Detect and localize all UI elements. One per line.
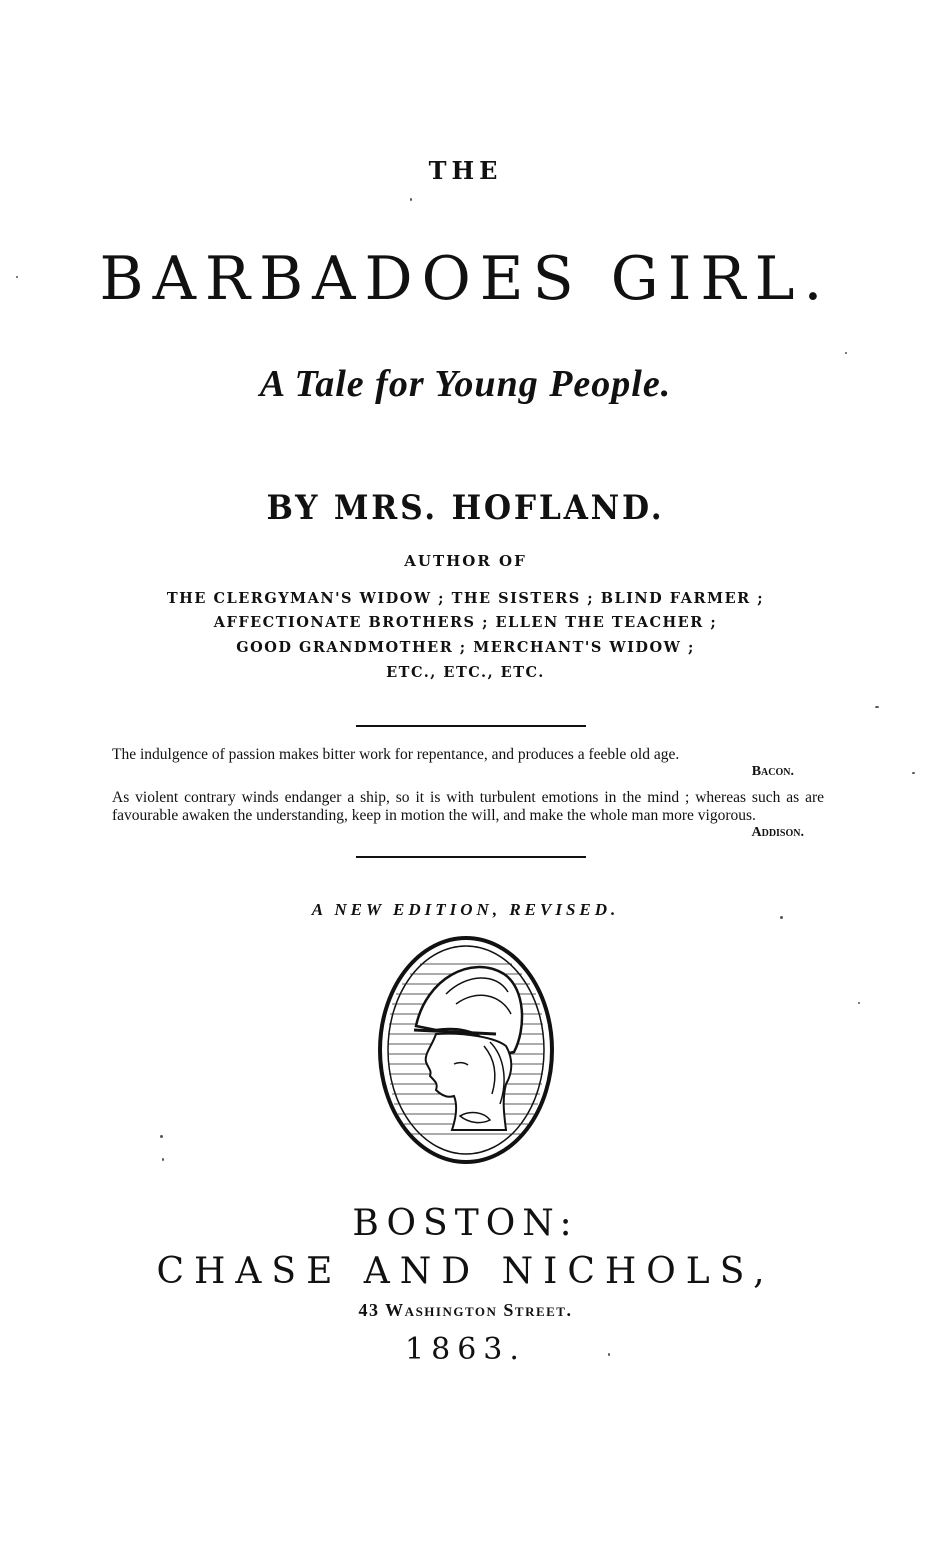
paper-speck [160, 1135, 163, 1138]
other-works-line: THE CLERGYMAN'S WIDOW ; THE SISTERS ; BLIND FARMER ; [166, 590, 765, 607]
paper-speck [875, 706, 879, 708]
imprint-city: BOSTON: [352, 1203, 579, 1244]
imprint-year: 1863. [405, 1332, 526, 1367]
epigraph-attribution: Bacon. [751, 764, 794, 779]
other-works-line: GOOD GRANDMOTHER ; MERCHANT'S WIDOW ; [236, 639, 695, 656]
paper-speck [410, 198, 412, 201]
book-title: BARBADOES GIRL. [99, 244, 832, 314]
paper-speck [16, 276, 18, 278]
title-prefix: THE [428, 156, 503, 185]
paper-speck [912, 772, 915, 774]
paper-speck [162, 1158, 164, 1161]
epigraph [112, 789, 824, 840]
paper-speck [858, 1002, 860, 1004]
paper-speck [608, 1353, 610, 1356]
epigraph-text: The indulgence of passion makes bitter work for repentance, and produces a feeble old age. [112, 746, 680, 763]
book-subtitle: A Tale for Young People. [259, 363, 672, 405]
author-of-heading: AUTHOR OF [404, 552, 527, 570]
paper-speck [845, 352, 847, 354]
epigraph-attribution: Addison. [751, 825, 804, 840]
other-works-line: ETC., ETC., ETC. [386, 664, 545, 681]
paper-speck [780, 916, 783, 919]
author-line: BY MRS. HOFLAND. [266, 488, 665, 528]
epigraph-text: As violent contrary winds endanger a ship, so it is with turbulent emotions in the mind ; whereas such as are favourable awaken the understanding, keep in motion the will, and make the whole man more vigorous. [112, 789, 824, 824]
imprint-publisher: CHASE AND NICHOLS, [156, 1251, 775, 1292]
divider-rule [356, 725, 586, 727]
divider-rule [356, 856, 586, 858]
other-works-line: AFFECTIONATE BROTHERS ; ELLEN THE TEACHER ; [213, 614, 718, 631]
epigraph [112, 746, 824, 779]
imprint-address: 43 Washington Street. [358, 1300, 573, 1320]
athena-medallion-icon [376, 934, 556, 1166]
edition-note: A NEW EDITION, REVISED. [311, 900, 620, 919]
